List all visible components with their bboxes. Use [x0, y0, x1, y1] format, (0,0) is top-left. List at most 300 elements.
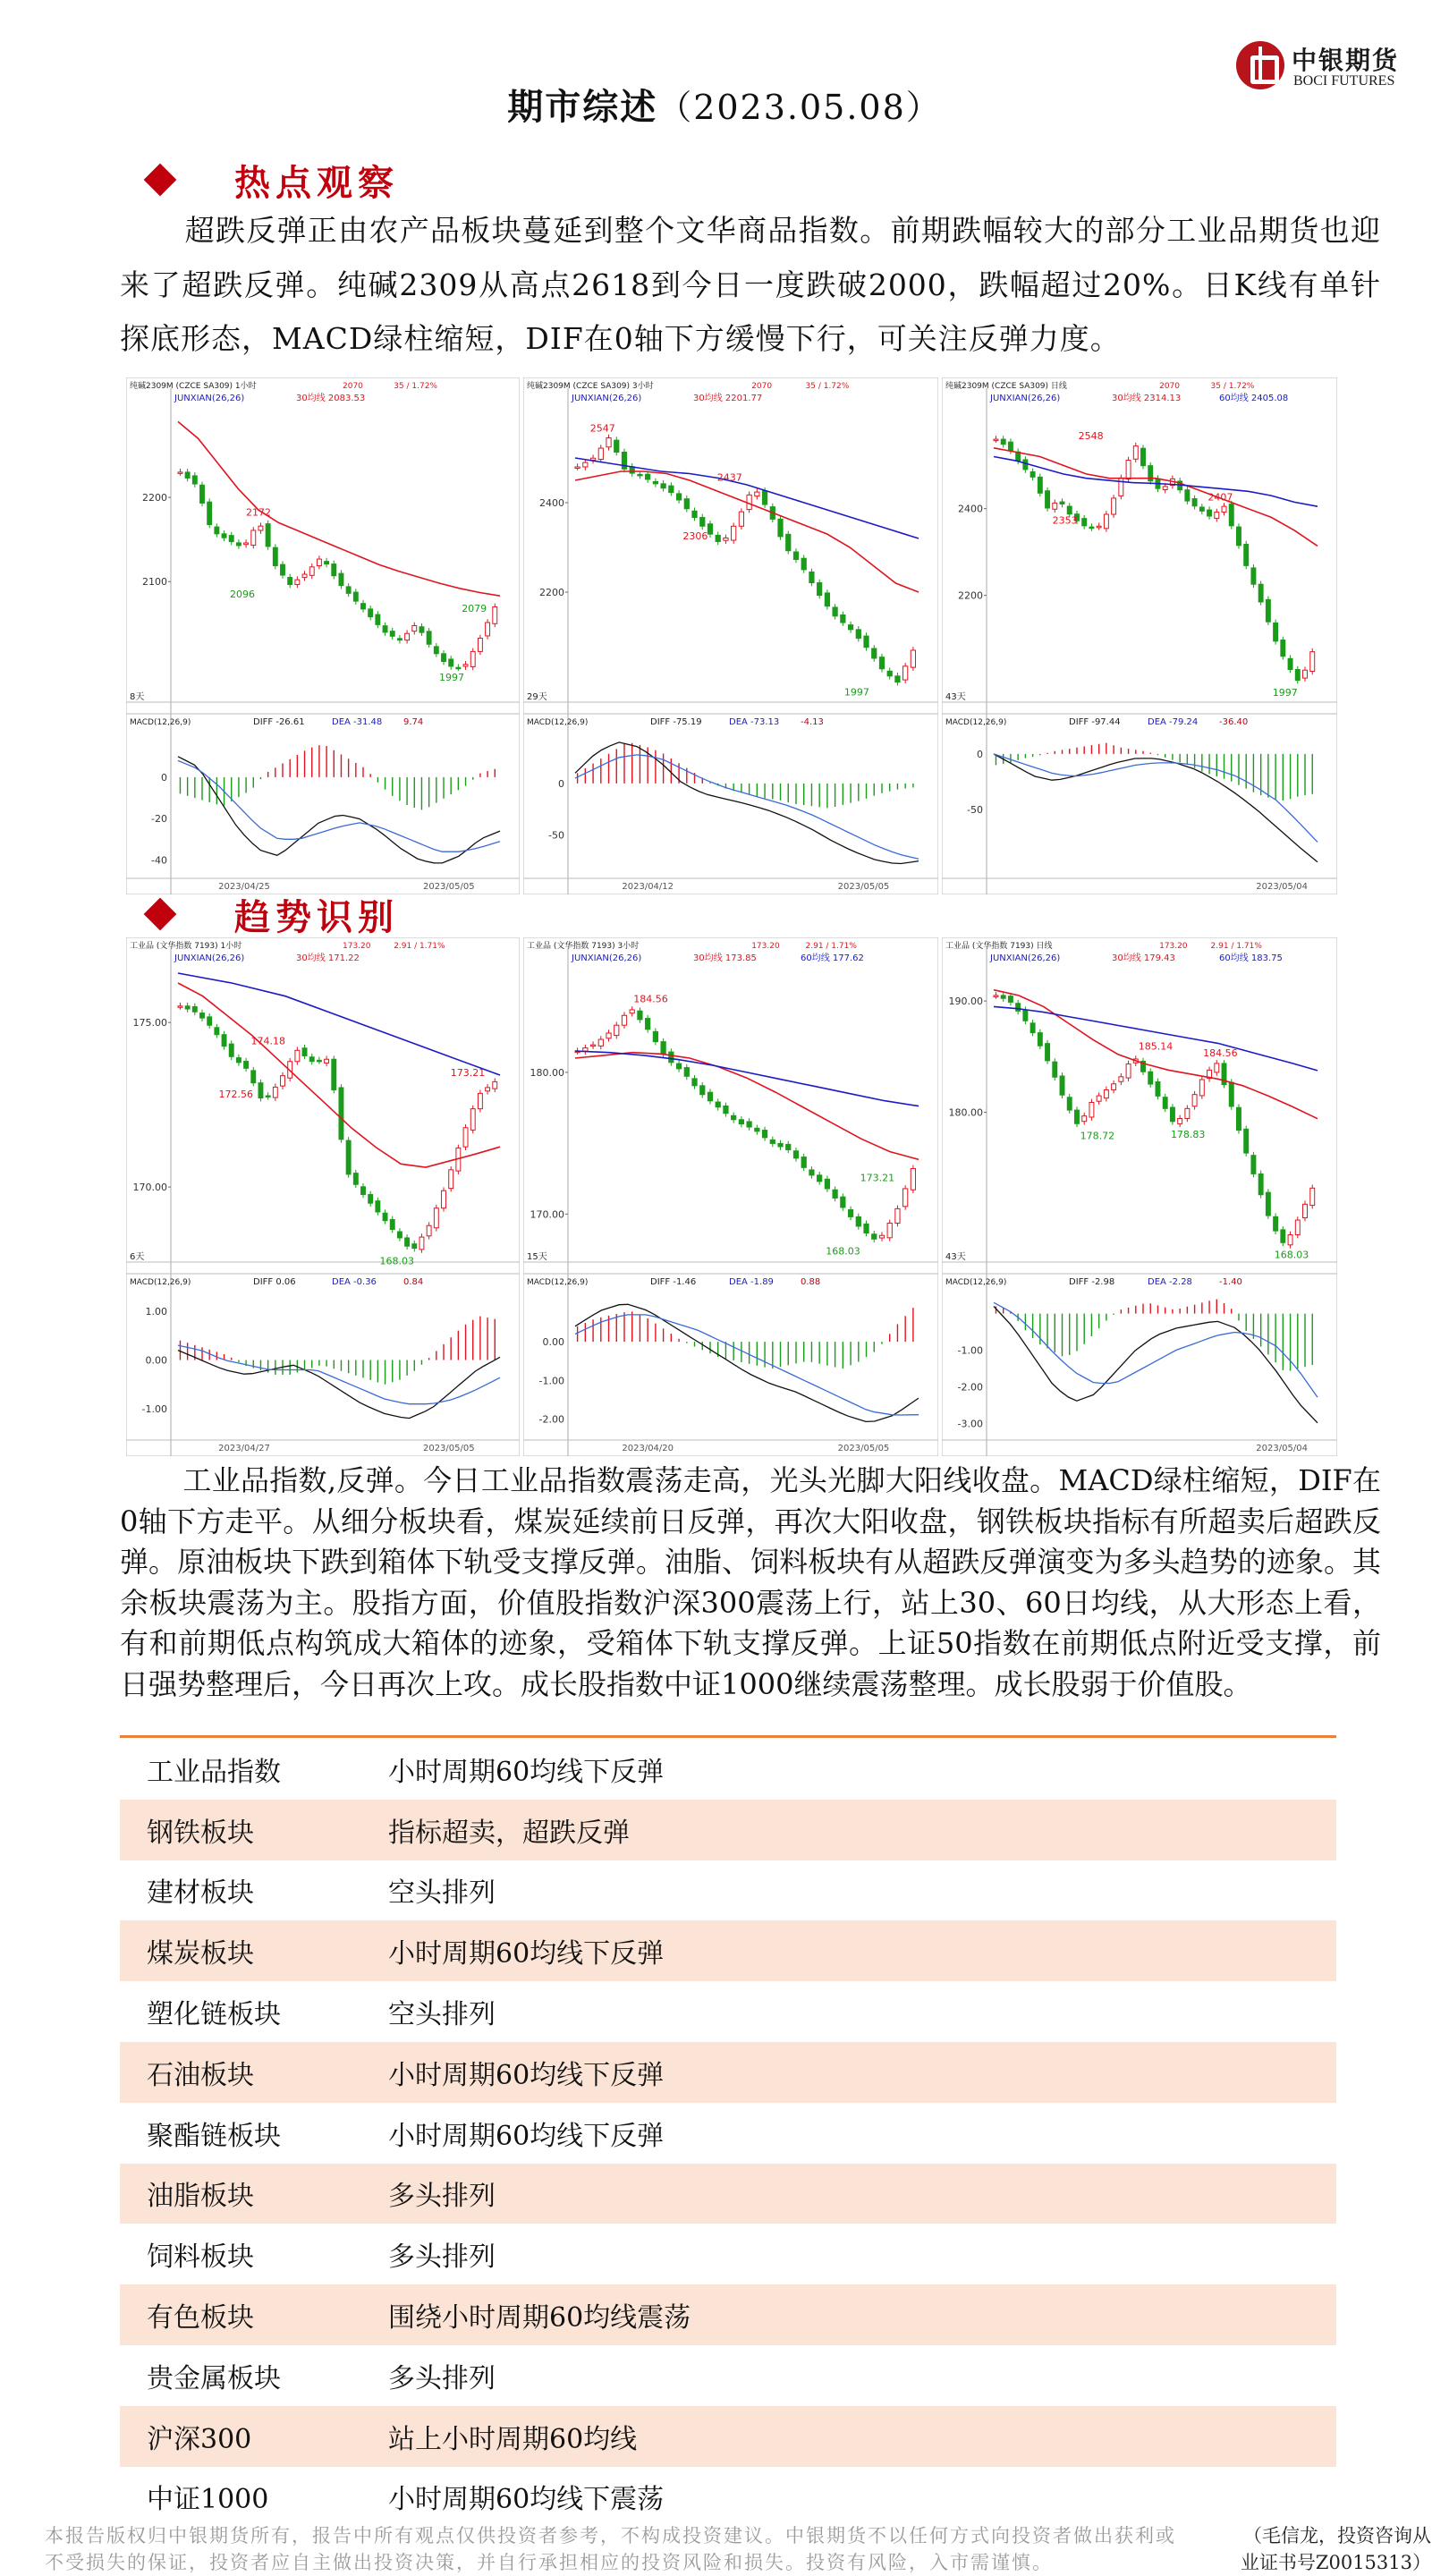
sector-status: 多头排列	[388, 2241, 496, 2274]
sector-status: 多头排列	[388, 2181, 496, 2213]
candle-body	[864, 636, 869, 648]
price-annotation: 168.03	[1274, 1249, 1309, 1261]
macd-dea: DEA -31.48	[332, 717, 383, 727]
macd-dea: DEA -73.13	[729, 717, 780, 727]
macd-value: -4.13	[801, 717, 824, 727]
candle-body	[309, 567, 314, 576]
candle-body	[841, 614, 845, 623]
y-tick-label: 180.00	[530, 1066, 564, 1079]
candle-body	[903, 1189, 908, 1207]
candle-body	[1310, 1188, 1315, 1205]
table-divider	[120, 1735, 1336, 1738]
chart-industrial-3h	[523, 937, 938, 1456]
candle-body	[361, 604, 366, 609]
candle-body	[317, 559, 321, 565]
chart-soda-ash-daily	[942, 377, 1337, 894]
candle-body	[273, 547, 277, 565]
candle-body	[332, 564, 336, 576]
candle-body	[346, 587, 351, 593]
candle-body	[1030, 471, 1035, 477]
candle-body	[185, 1006, 190, 1009]
disclaimer: 本报告版权归中银期货所有，报告中所有观点仅供投资者参考，不构成投资建议。中银期货不以任何方式向投资者做出获利或不受损失的保证，投资者应自主做出投资决策，并自行承担相应的投资风险和损失。投资有风险，入市需谨慎。	[45, 2525, 1176, 2573]
macd-diff: DIFF 0.06	[253, 1277, 296, 1287]
macd-tick-label: -2.00	[957, 1381, 983, 1394]
candle-body	[716, 535, 720, 541]
candle-body	[1156, 1082, 1160, 1097]
candle-body	[1163, 1097, 1167, 1109]
macd-value: 0.88	[801, 1277, 821, 1287]
y-tick-label: 170.00	[530, 1208, 564, 1221]
candle-body	[1038, 1033, 1042, 1046]
candle-body	[493, 606, 497, 623]
candle-body	[346, 1140, 351, 1174]
macd-label: MACD(12,26,9)	[527, 718, 589, 727]
chart-title: 工业品 (文华指数 7193) 3小时	[527, 942, 640, 951]
candle-body	[1089, 527, 1094, 529]
ma-indicator-label: JUNXIAN(26,26)	[990, 953, 1061, 963]
sector-status: 空头排列	[388, 1999, 496, 2031]
candle-body	[732, 526, 736, 540]
candle-body	[383, 626, 387, 632]
candle-body	[390, 1219, 394, 1229]
candle-body	[661, 484, 665, 488]
candle-body	[200, 1013, 205, 1019]
candle-body	[1008, 996, 1013, 1003]
candle-body	[887, 671, 892, 675]
candle-body	[1112, 498, 1116, 514]
price-readout: 2070	[343, 382, 363, 391]
candle-body	[762, 491, 767, 504]
candle-body	[818, 1175, 822, 1182]
candle-body	[434, 647, 438, 654]
candle-body	[1023, 460, 1028, 470]
candle-body	[1266, 599, 1270, 622]
candle-body	[208, 1017, 212, 1025]
macd-tick-label: 0	[558, 777, 564, 790]
candle-body	[244, 543, 249, 545]
candle-body	[1185, 490, 1190, 501]
candle-body	[1303, 1204, 1308, 1217]
candle-body	[295, 580, 300, 584]
macd-label: MACD(12,26,9)	[527, 1278, 589, 1287]
macd-tick-label: -50	[548, 829, 564, 842]
date-label: 2023/05/04	[1256, 1444, 1308, 1453]
table-row	[120, 2406, 1336, 2467]
candle-body	[1082, 1116, 1087, 1122]
price-annotation: 168.03	[826, 1245, 860, 1258]
candle-body	[493, 1081, 497, 1089]
candle-body	[1178, 1118, 1182, 1123]
candle-body	[614, 440, 619, 452]
sector-status: 围绕小时周期60均线震荡	[388, 2302, 691, 2334]
candle-body	[590, 1045, 595, 1046]
candle-body	[825, 593, 829, 606]
price-readout: 2070	[1159, 382, 1181, 391]
candle-body	[583, 462, 588, 467]
candle-body	[258, 1083, 263, 1098]
candle-body	[755, 1128, 759, 1131]
candle-body	[598, 448, 603, 459]
candle-body	[1089, 1103, 1094, 1117]
candle-body	[879, 1235, 884, 1238]
ma30-readout: 30均线 179.43	[1112, 953, 1175, 963]
candle-body	[692, 1079, 697, 1086]
ma30-readout: 30均线 2083.53	[296, 394, 366, 403]
candle-body	[339, 1088, 343, 1140]
chart-frame	[523, 937, 938, 1456]
candle-body	[793, 552, 798, 559]
candle-body	[583, 1048, 588, 1051]
candle-body	[1208, 510, 1212, 516]
candle-body	[427, 1225, 431, 1236]
macd-tick-label: -40	[151, 854, 167, 867]
candle-body	[229, 536, 233, 542]
candle-body	[1030, 1023, 1035, 1033]
candle-body	[178, 472, 182, 474]
candle-body	[192, 1006, 197, 1012]
candle-body	[1008, 442, 1013, 451]
chart-industrial-1h	[126, 937, 520, 1456]
macd-diff: DIFF -97.44	[1069, 717, 1121, 727]
candle-body	[192, 476, 197, 484]
ma-indicator-label: JUNXIAN(26,26)	[174, 394, 245, 403]
candle-body	[405, 633, 410, 640]
candle-body	[1126, 461, 1131, 479]
bar-counter: 43天	[945, 1252, 966, 1262]
candle-body	[266, 524, 270, 547]
candle-body	[1163, 487, 1167, 490]
sector-status: 小时周期60均线下反弹	[388, 1938, 665, 1970]
candle-body	[724, 1106, 728, 1113]
candle-body	[478, 638, 482, 651]
analyst-info	[1199, 2522, 1431, 2576]
candle-body	[895, 676, 900, 682]
candle-body	[887, 1223, 892, 1237]
sector-status: 小时周期60均线下反弹	[388, 2059, 665, 2091]
macd-tick-label: -3.00	[957, 1418, 983, 1430]
change-readout: 35 / 1.72%	[1210, 382, 1255, 391]
candle-body	[1119, 478, 1123, 496]
candle-body	[575, 467, 580, 469]
candle-body	[1104, 514, 1108, 529]
ma-indicator-label: JUNXIAN(26,26)	[572, 394, 642, 403]
candle-body	[1288, 658, 1292, 669]
sector-status: 小时周期60均线下反弹	[388, 1756, 665, 1788]
candle-body	[1001, 996, 1005, 998]
candle-body	[222, 534, 226, 538]
bar-counter: 43天	[945, 692, 966, 702]
candle-body	[449, 1170, 453, 1189]
price-annotation: 185.14	[1138, 1040, 1174, 1053]
sector-table	[120, 1739, 1336, 2527]
date-label: 2023/04/12	[622, 882, 674, 892]
table-row	[120, 2224, 1336, 2284]
candle-body	[1053, 1062, 1057, 1077]
candle-body	[669, 1052, 674, 1063]
candle-body	[1215, 513, 1219, 519]
y-tick-label: 2200	[539, 587, 564, 598]
candle-body	[994, 439, 998, 441]
candle-body	[1097, 526, 1101, 528]
date-label: 2023/05/05	[422, 1444, 475, 1453]
candle-body	[630, 1010, 634, 1013]
candle-body	[412, 1244, 417, 1249]
candle-body	[442, 654, 446, 662]
macd-tick-label: -1.00	[957, 1344, 983, 1357]
hot-paragraph: 超跌反弹正由农产品板块蔓延到整个文华商品指数。前期跌幅较大的部分工业品期货也迎来了超跌反弹。纯碱2309从高点2618到今日一度跌破2000，跌幅超过20%。日K线有单针探底形态，MACD绿柱缩短，DIF在0轴下方缓慢下行，可关注反弹力度。	[120, 213, 1381, 356]
candle-body	[427, 631, 431, 644]
candle-body	[778, 519, 783, 537]
candle-body	[872, 1234, 877, 1240]
candle-body	[818, 583, 822, 596]
macd-value: 9.74	[403, 717, 424, 727]
price-annotation: 184.56	[1203, 1046, 1238, 1059]
y-tick-label: 2200	[142, 492, 167, 504]
price-annotation: 2172	[246, 506, 271, 519]
candle-body	[1229, 1082, 1233, 1106]
price-annotation: 1997	[1272, 687, 1298, 699]
macd-value: -1.40	[1219, 1277, 1242, 1287]
macd-dea: DEA -2.28	[1148, 1277, 1192, 1287]
price-annotation: 172.56	[218, 1088, 254, 1100]
ma-indicator-label: JUNXIAN(26,26)	[990, 394, 1061, 403]
candle-body	[288, 578, 292, 585]
candle-body	[1303, 670, 1308, 678]
price-annotation: 1997	[843, 686, 869, 699]
price-readout: 173.20	[343, 942, 371, 951]
candle-body	[309, 1057, 314, 1062]
candle-body	[1244, 1129, 1249, 1153]
price-annotation: 2547	[589, 422, 615, 435]
candle-body	[325, 562, 329, 564]
candle-body	[266, 1096, 270, 1097]
macd-dea: DEA -79.24	[1148, 717, 1199, 727]
macd-dea: DEA -0.36	[332, 1277, 377, 1287]
candle-body	[369, 1194, 373, 1203]
candle-body	[1046, 1044, 1050, 1061]
candle-body	[700, 518, 705, 527]
candle-body	[1016, 1004, 1021, 1012]
candle-body	[463, 665, 468, 666]
candle-body	[911, 1168, 915, 1190]
candle-body	[676, 1063, 681, 1069]
table-row	[120, 2042, 1336, 2103]
date-label: 2023/04/27	[218, 1444, 270, 1453]
analyst-line-2: 业证书号Z0015313）	[1240, 2552, 1431, 2573]
candle-body	[251, 1071, 256, 1083]
change-readout: 2.91 / 1.71%	[805, 942, 857, 951]
candle-body	[1067, 506, 1072, 514]
candle-body	[273, 1087, 277, 1097]
price-annotation: 173.21	[860, 1172, 895, 1184]
candle-body	[1288, 1235, 1292, 1245]
candle-body	[229, 1044, 233, 1056]
candle-body	[1185, 1108, 1190, 1118]
sector-name: 聚酯链板块	[147, 2120, 281, 2152]
candle-body	[638, 1011, 642, 1020]
sector-name: 煤炭板块	[147, 1938, 254, 1970]
chart-soda-ash-1h	[126, 377, 520, 894]
section-trend-label: 趋势识别	[234, 895, 399, 938]
candle-body	[606, 438, 611, 447]
price-annotation: 2548	[1078, 429, 1104, 442]
candle-body	[281, 564, 285, 575]
table-row	[120, 1800, 1336, 1860]
macd-tick-label: -1.00	[538, 1375, 564, 1387]
chart-soda-ash-3h	[523, 377, 938, 894]
y-tick-label: 2400	[539, 497, 564, 509]
table-row	[120, 1920, 1336, 1981]
date-label: 2023/05/04	[1256, 882, 1308, 892]
candle-body	[1192, 499, 1197, 506]
macd-tick-label: 1.00	[145, 1305, 167, 1318]
chart-frame	[523, 377, 938, 894]
candle-body	[1274, 623, 1278, 640]
ma30-readout: 30均线 171.22	[296, 953, 360, 963]
candle-body	[903, 666, 908, 680]
sector-name: 石油板块	[147, 2059, 254, 2091]
candle-body	[1310, 652, 1315, 672]
chart-title: 纯碱2309M (CZCE SA309) 1小时	[130, 382, 257, 391]
change-readout: 2.91 / 1.71%	[1210, 942, 1262, 951]
y-tick-label: 175.00	[132, 1017, 167, 1030]
candle-body	[770, 1140, 775, 1143]
candle-body	[1295, 1220, 1300, 1234]
chart-frame	[126, 937, 520, 1456]
ma60-readout: 60均线 183.75	[1219, 953, 1283, 963]
macd-dea: DEA -1.89	[729, 1277, 774, 1287]
candle-body	[653, 482, 657, 484]
candle-body	[994, 996, 998, 997]
price-annotation: 2437	[716, 471, 742, 484]
chart-frame	[942, 937, 1337, 1456]
ma30-readout: 30均线 2201.77	[693, 394, 763, 403]
candle-body	[361, 1187, 366, 1195]
candle-body	[390, 631, 394, 637]
y-tick-label: 180.00	[948, 1106, 983, 1119]
candle-body	[1295, 670, 1300, 681]
candle-body	[622, 1015, 626, 1025]
candle-body	[724, 538, 728, 540]
candle-body	[793, 1151, 798, 1158]
sector-name: 建材板块	[147, 1877, 254, 1910]
brand-name-en: BOCI FUTURES	[1293, 73, 1395, 89]
price-annotation: 2353	[1052, 514, 1078, 527]
candle-body	[442, 1191, 446, 1208]
candle-body	[1148, 1072, 1153, 1084]
candle-body	[646, 474, 650, 479]
sector-status: 站上小时周期60均线	[388, 2423, 638, 2455]
candle-body	[376, 1201, 380, 1212]
candle-body	[325, 1059, 329, 1063]
candle-body	[1097, 1096, 1101, 1101]
candle-body	[801, 1157, 806, 1168]
candle-body	[801, 558, 806, 570]
macd-label: MACD(12,26,9)	[130, 718, 191, 727]
macd-tick-label: 0.00	[542, 1336, 564, 1349]
bar-counter: 8天	[130, 692, 145, 702]
candle-body	[1001, 439, 1005, 445]
price-annotation: 2306	[682, 530, 708, 542]
candle-body	[419, 1237, 424, 1250]
candle-body	[614, 1025, 619, 1035]
candle-body	[1229, 504, 1233, 526]
candle-body	[1082, 519, 1087, 526]
candle-body	[1244, 545, 1249, 566]
candle-body	[295, 1050, 300, 1061]
price-annotation: 184.56	[633, 993, 668, 1005]
candle-body	[700, 1086, 705, 1095]
date-label: 2023/05/05	[422, 882, 475, 892]
chart-title: 纯碱2309M (CZCE SA309) 3小时	[527, 382, 654, 391]
price-readout: 2070	[751, 382, 773, 391]
page-title	[0, 79, 1449, 130]
change-readout: 2.91 / 1.71%	[394, 942, 445, 951]
candle-body	[755, 492, 759, 496]
price-readout: 173.20	[751, 942, 780, 951]
price-annotation: 174.18	[250, 1035, 286, 1047]
sector-status: 指标超卖，超跌反弹	[388, 1817, 630, 1849]
candle-body	[1281, 1230, 1285, 1242]
candle-body	[739, 1120, 743, 1124]
candle-body	[463, 1128, 468, 1147]
candle-body	[732, 1115, 736, 1119]
macd-diff: DIFF -26.61	[253, 717, 305, 727]
table-row	[120, 1739, 1336, 1800]
macd-label: MACD(12,26,9)	[945, 1278, 1007, 1287]
candle-body	[1038, 477, 1042, 493]
change-readout: 35 / 1.72%	[394, 382, 437, 391]
candle-body	[786, 1144, 791, 1149]
price-annotation: 173.21	[450, 1067, 486, 1080]
candle-body	[1258, 1174, 1263, 1194]
candle-body	[1112, 1084, 1116, 1090]
sector-name: 油脂板块	[147, 2181, 254, 2213]
candle-body	[1133, 446, 1138, 460]
candle-body	[397, 1232, 402, 1238]
macd-diff: DIFF -1.46	[650, 1277, 697, 1287]
candle-body	[661, 1042, 665, 1055]
candle-body	[1199, 1080, 1204, 1096]
candle-body	[215, 527, 219, 534]
candle-body	[236, 543, 241, 546]
candle-body	[684, 1068, 689, 1077]
candle-body	[879, 657, 884, 669]
ma30-readout: 30均线 173.85	[693, 953, 757, 963]
page-title-date: （2023.05.08）	[657, 88, 942, 127]
candle-body	[200, 485, 205, 503]
sector-name: 中证1000	[147, 2484, 269, 2516]
macd-tick-label: 0	[161, 771, 167, 784]
change-readout: 35 / 1.72%	[805, 382, 850, 391]
sector-name: 工业品指数	[147, 1756, 281, 1788]
macd-label: MACD(12,26,9)	[130, 1278, 191, 1287]
candle-body	[1281, 640, 1285, 657]
y-tick-label: 2200	[958, 589, 983, 602]
macd-value: 0.84	[403, 1277, 424, 1287]
candle-body	[684, 499, 689, 509]
candle-body	[397, 639, 402, 640]
candle-body	[848, 625, 852, 630]
date-label: 2023/04/20	[622, 1444, 674, 1453]
y-tick-label: 2100	[142, 576, 167, 589]
sector-name: 钢铁板块	[147, 1817, 254, 1849]
macd-diff: DIFF -75.19	[650, 717, 702, 727]
candle-body	[1199, 507, 1204, 511]
chart-title: 工业品 (文华指数 7193) 日线	[945, 942, 1053, 951]
candle-body	[1192, 1095, 1197, 1106]
candle-body	[215, 1028, 219, 1035]
